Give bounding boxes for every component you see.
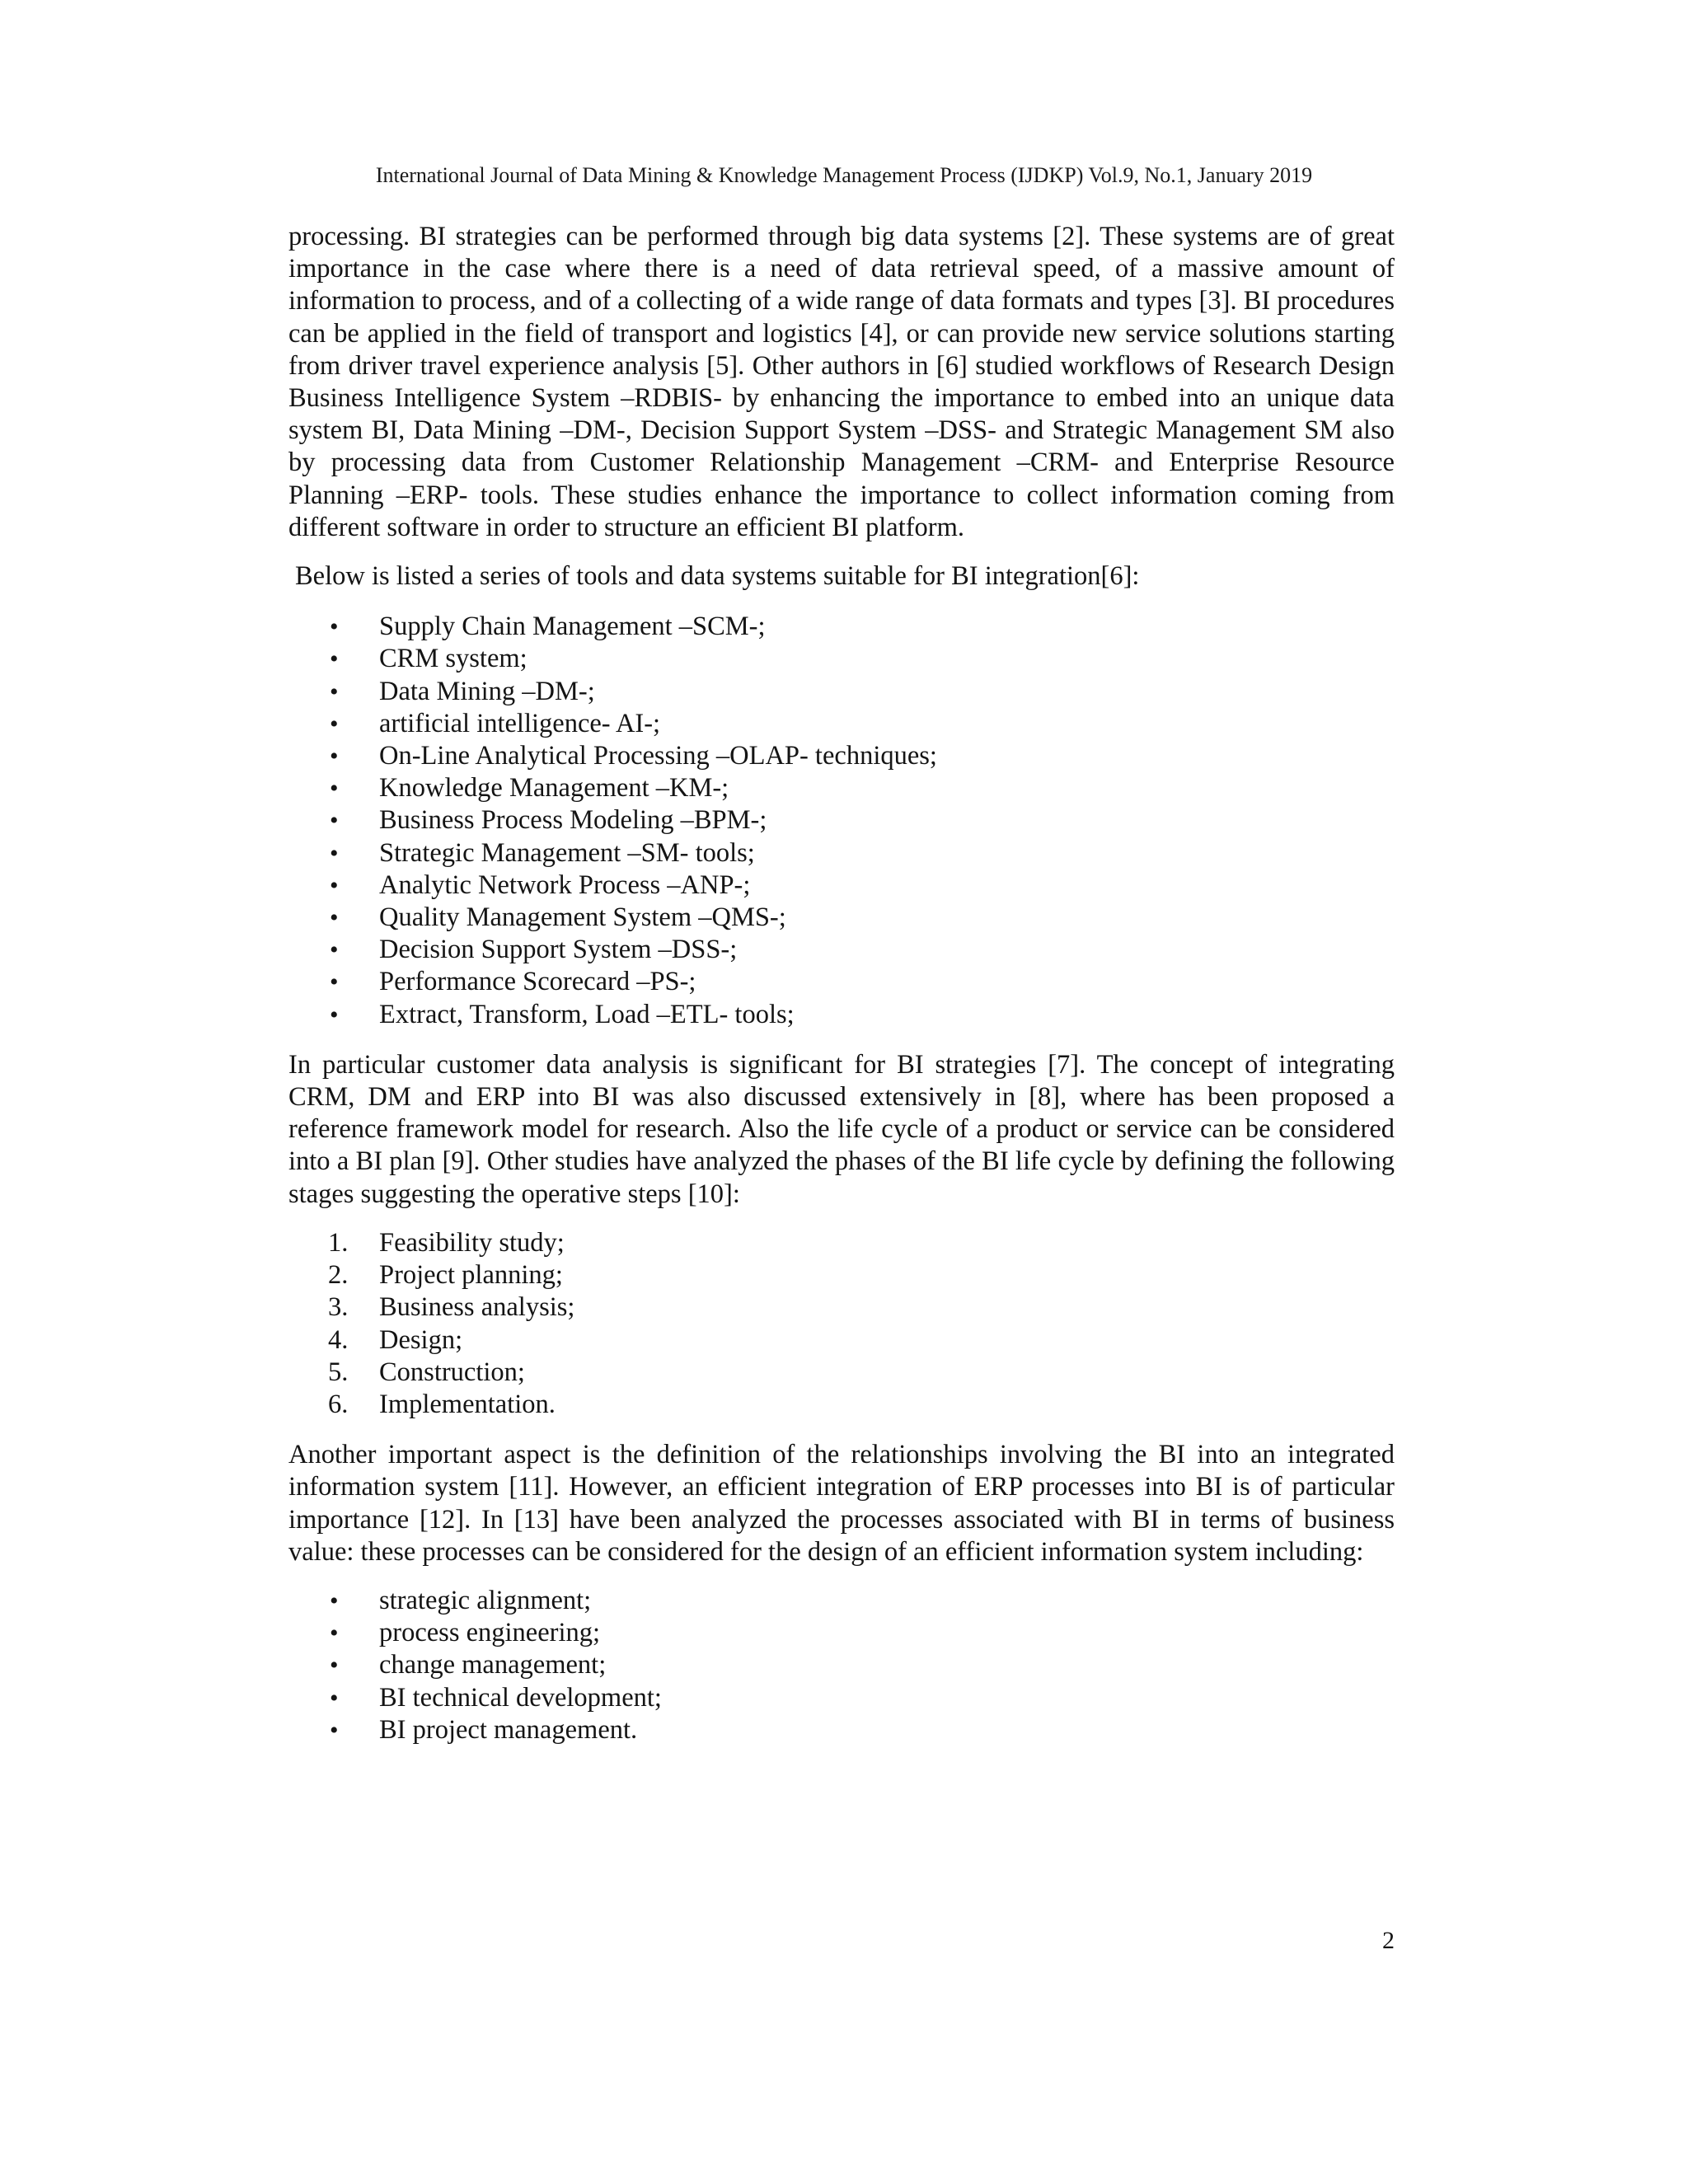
bullet-icon bbox=[330, 999, 363, 1031]
list-number: 6. bbox=[328, 1389, 349, 1419]
list-item: • Supply Chain Management –SCM-; bbox=[288, 611, 1395, 643]
list-item: • Business Process Modeling –BPM-; bbox=[288, 804, 1395, 837]
list-item: • Strategic Management –SM- tools; bbox=[288, 837, 1395, 869]
paragraph-tools-lead: Below is listed a series of tools and data systems suitable for BI integration[6]: bbox=[295, 561, 1140, 592]
bullet-icon bbox=[330, 1714, 363, 1746]
list-item: • Performance Scorecard –PS-; bbox=[288, 966, 1395, 998]
list-number: 5. bbox=[328, 1357, 349, 1387]
bullet-icon bbox=[330, 1617, 363, 1649]
list-item: • Decision Support System –DSS-; bbox=[288, 934, 1395, 966]
bullet-icon bbox=[330, 676, 363, 708]
bullet-icon bbox=[330, 740, 363, 772]
tools-list bbox=[288, 611, 1395, 1031]
list-item: • process engineering; bbox=[288, 1617, 1395, 1649]
list-item: 2. Project planning; bbox=[288, 1259, 1395, 1291]
page-number: 2 bbox=[1382, 1927, 1395, 1954]
list-item: • BI project management. bbox=[288, 1714, 1395, 1746]
bullet-icon bbox=[330, 837, 363, 869]
list-item: 1. Feasibility study; bbox=[288, 1227, 1395, 1259]
list-number: 1. bbox=[328, 1227, 349, 1258]
list-item: • Extract, Transform, Load –ETL- tools; bbox=[288, 999, 1395, 1031]
bullet-icon bbox=[330, 934, 363, 966]
bullet-icon bbox=[330, 643, 363, 675]
list-number: 4. bbox=[328, 1324, 349, 1355]
bullet-icon bbox=[330, 804, 363, 837]
running-header: International Journal of Data Mining & Knowledge Management Process (IJDKP) Vol.9, No.1, January 2019 bbox=[375, 163, 1313, 187]
list-item: • Data Mining –DM-; bbox=[288, 676, 1395, 708]
list-item: • strategic alignment; bbox=[288, 1585, 1395, 1617]
list-item: • change management; bbox=[288, 1649, 1395, 1681]
list-item: • BI technical development; bbox=[288, 1682, 1395, 1714]
list-number: 3. bbox=[328, 1292, 349, 1323]
paragraph-intro: processing. BI strategies can be performed through big data systems [2]. These systems are of great importance in the case where there is a need of data retrieval speed, of a massive amount of information to process, and of a collecting of a wide range of data formats and types [3]. BI procedures can be applied in the field of transport and logistics [4], or can provide new service solutions starting from driver travel experience analysis [5]. Other authors in [6] studied workflows of Research Design Business Intelligence System –RDBIS- by enhancing the importance to embed into an unique data system BI, Data Mining –DM-, Decision Support System –DSS- and Strategic Management SM also by processing data from Customer Relationship Management –CRM- and Enterprise Resource Planning –ERP- tools. These studies enhance the importance to collect information coming from different software in order to structure an efficient BI platform. bbox=[288, 222, 1395, 542]
paragraph-customer-analysis: In particular customer data analysis is significant for BI strategies [7]. The concept of integrating CRM, DM and ERP into BI was also discussed extensively in [8], where has been proposed a reference framework model for research. Also the life cycle of a product or service can be considered into a BI plan [9]. Other studies have analyzed the phases of the BI life cycle by defining the following stages suggesting the operative steps [10]: bbox=[288, 1049, 1395, 1209]
body-column bbox=[288, 221, 1395, 1765]
process-list bbox=[288, 1585, 1395, 1746]
bullet-icon bbox=[330, 611, 363, 643]
bullet-icon bbox=[330, 869, 363, 902]
bullet-icon bbox=[330, 708, 363, 740]
list-item: 6. Implementation. bbox=[288, 1389, 1395, 1421]
bullet-icon bbox=[330, 1682, 363, 1714]
list-item: 4. Design; bbox=[288, 1324, 1395, 1357]
list-item: • Analytic Network Process –ANP-; bbox=[288, 869, 1395, 902]
list-item: 3. Business analysis; bbox=[288, 1291, 1395, 1324]
list-item: • Quality Management System –QMS-; bbox=[288, 902, 1395, 934]
list-number: 2. bbox=[328, 1260, 349, 1291]
bullet-icon bbox=[330, 772, 363, 804]
list-item: • Knowledge Management –KM-; bbox=[288, 772, 1395, 804]
bullet-icon bbox=[330, 1649, 363, 1681]
list-item: • artificial intelligence- AI-; bbox=[288, 708, 1395, 740]
list-item: • CRM system; bbox=[288, 643, 1395, 675]
bullet-icon bbox=[330, 902, 363, 934]
list-item: 5. Construction; bbox=[288, 1357, 1395, 1389]
list-item: • On-Line Analytical Processing –OLAP- techniques; bbox=[288, 740, 1395, 772]
paragraph-relationships: Another important aspect is the definition of the relationships involving the BI into an integrated information system [11]. However, an efficient integration of ERP processes into BI is of particular importance [12]. In [13] have been analyzed the processes associated with BI in terms of business value: these processes can be considered for the design of an efficient information system including: bbox=[288, 1440, 1395, 1567]
lifecycle-stages-list bbox=[288, 1227, 1395, 1421]
bullet-icon bbox=[330, 1585, 363, 1617]
bullet-icon bbox=[330, 966, 363, 998]
